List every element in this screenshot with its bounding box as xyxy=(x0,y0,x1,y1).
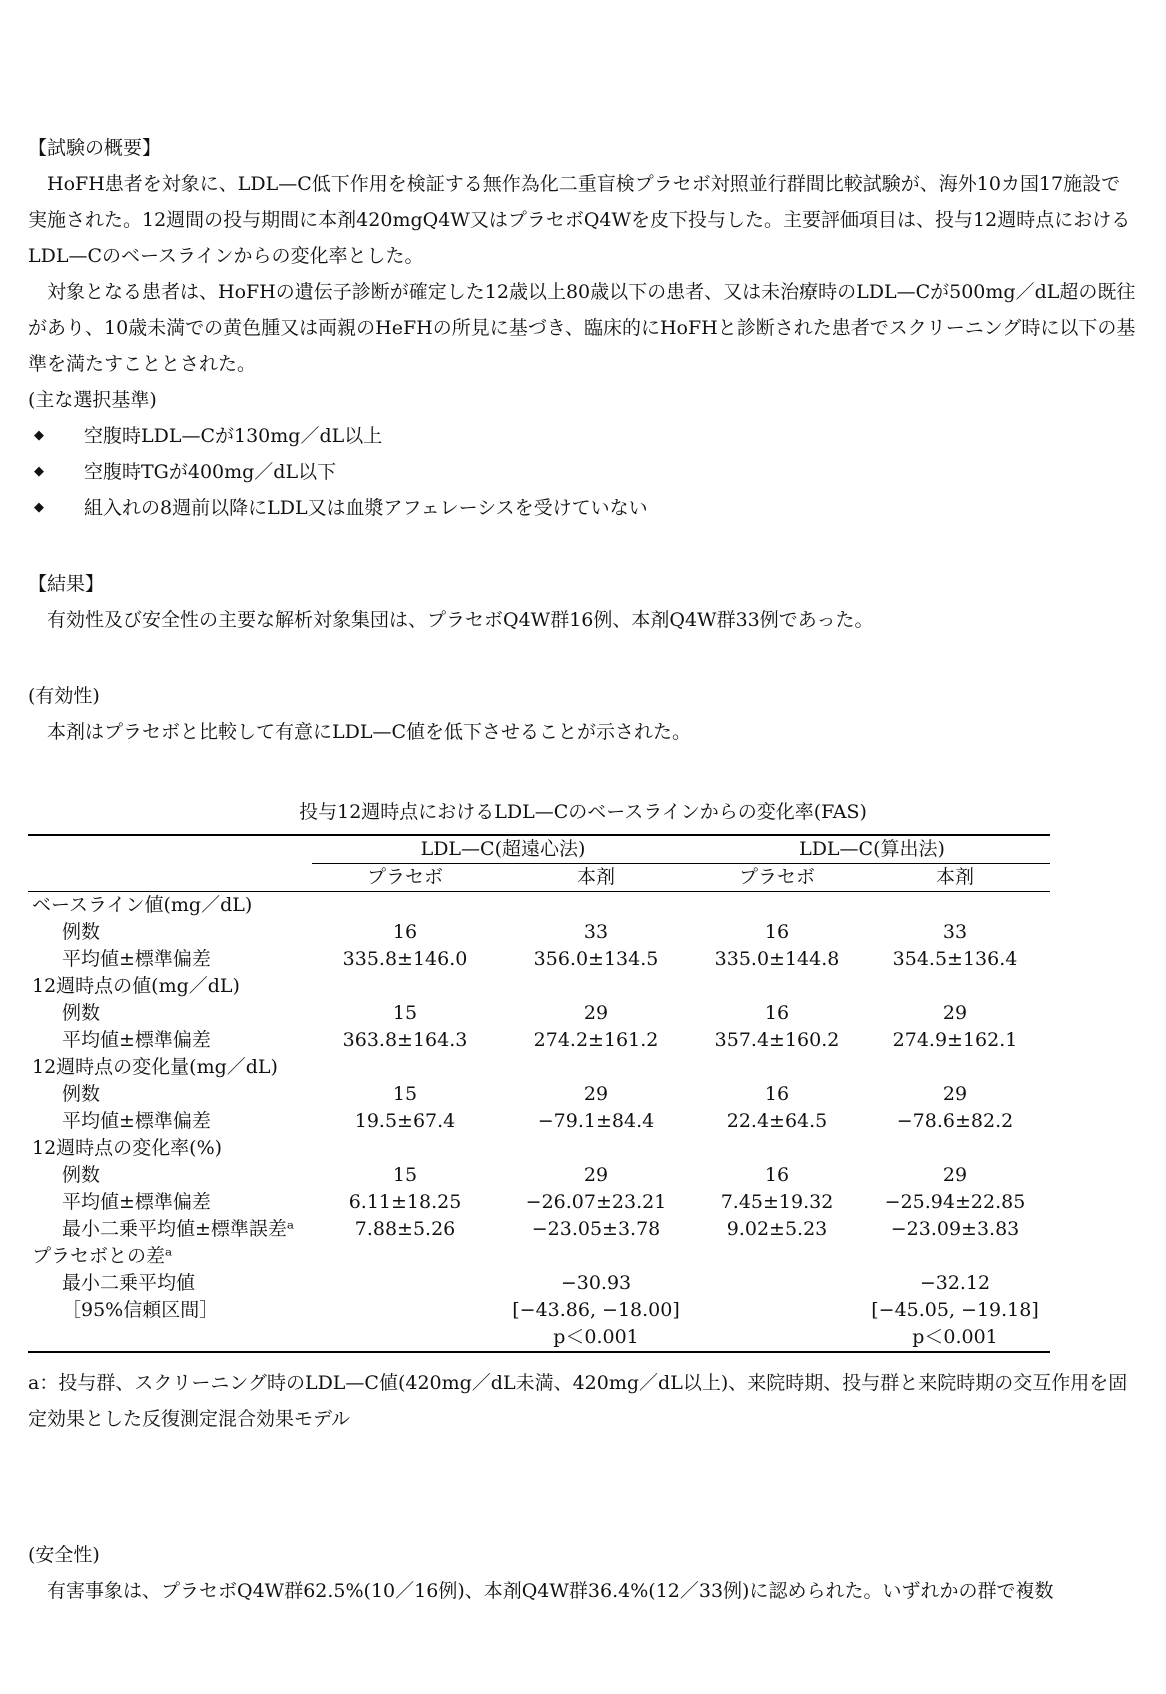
table-cell: 274.2±161.2 xyxy=(533,1029,659,1051)
criteria-list xyxy=(28,418,1138,526)
table-row xyxy=(28,919,1050,946)
table-cell: 335.0±144.8 xyxy=(714,948,840,970)
table-cell: 29 xyxy=(942,1164,968,1186)
efficacy-section-title: (有効性) xyxy=(28,685,100,707)
column-header-drug: 本剤 xyxy=(860,864,1050,892)
table-cell: 9.02±5.23 xyxy=(726,1218,828,1240)
column-group-calculated: LDL—C(算出法) xyxy=(694,835,1050,864)
table-cell: 16 xyxy=(392,921,418,943)
table-cell: 357.4±160.2 xyxy=(714,1029,840,1051)
table-row xyxy=(28,1135,1050,1162)
table-cell: 7.45±19.32 xyxy=(720,1191,834,1213)
safety-paragraph: 有害事象は、プラセボQ4W群62.5%(10／16例)、本剤Q4W群36.4%(12／33例)に認められた。いずれかの群で複数 xyxy=(28,1580,1054,1602)
table-cell: 29 xyxy=(583,1002,609,1024)
table-cell: 356.0±134.5 xyxy=(533,948,659,970)
table-row xyxy=(28,1054,1050,1081)
column-header-drug: 本剤 xyxy=(498,864,694,892)
table-row xyxy=(28,1108,1050,1135)
row-label: 平均値±標準偏差 xyxy=(62,1191,211,1213)
criteria-item-text: 空腹時LDL—Cが130mg／dL以上 xyxy=(84,425,383,447)
criteria-title: (主な選択基準) xyxy=(28,389,157,411)
table-cell: 354.5±136.4 xyxy=(892,948,1018,970)
table-cell xyxy=(312,1324,498,1352)
table-cell xyxy=(694,1054,860,1081)
table-cell xyxy=(694,1297,860,1324)
table-cell: −23.09±3.83 xyxy=(890,1218,1020,1240)
table-row xyxy=(28,892,1050,920)
table-row xyxy=(28,1189,1050,1216)
table-cell: −26.07±23.21 xyxy=(525,1191,667,1213)
table-cell: 363.8±164.3 xyxy=(342,1029,468,1051)
row-label: 最小二乗平均値 xyxy=(62,1272,196,1294)
table-cell xyxy=(498,1054,694,1081)
table-cell: p＜0.001 xyxy=(912,1326,998,1348)
row-label: ［95%信頼区間］ xyxy=(62,1299,219,1321)
list-item xyxy=(28,454,1138,490)
table-cell: 29 xyxy=(942,1002,968,1024)
table-cell xyxy=(498,892,694,920)
table-footnote: a：投与群、スクリーニング時のLDL—C値(420mg／dL未満、420mg／dL以上)、来院時期、投与群と来院時期の交互作用を固定効果とした反復測定混合効果モデル xyxy=(28,1372,1128,1430)
table-cell: p＜0.001 xyxy=(553,1326,639,1348)
table-row xyxy=(28,1081,1050,1108)
table-row xyxy=(28,1000,1050,1027)
row-label: 平均値±標準偏差 xyxy=(62,1110,211,1132)
row-label: 平均値±標準偏差 xyxy=(62,948,211,970)
column-header-placebo: プラセボ xyxy=(694,864,860,892)
table-row xyxy=(28,1324,1050,1352)
table-cell: 33 xyxy=(942,921,968,943)
empty-header-cell xyxy=(28,864,312,892)
overview-section-title: 【試験の概要】 xyxy=(28,137,162,159)
row-label: 12週時点の変化率(%) xyxy=(32,1137,223,1159)
table-cell: −79.1±84.4 xyxy=(537,1110,655,1132)
safety-section-title: (安全性) xyxy=(28,1544,100,1566)
list-item xyxy=(28,490,1138,526)
table-subheader-row xyxy=(28,864,1050,892)
column-group-ultracentrifugation: LDL—C(超遠心法) xyxy=(312,835,694,864)
row-label: 例数 xyxy=(62,921,101,943)
table-cell xyxy=(860,892,1050,920)
table-cell xyxy=(498,1135,694,1162)
row-label: 例数 xyxy=(62,1083,101,1105)
row-label xyxy=(28,1324,312,1352)
table-cell: −78.6±82.2 xyxy=(896,1110,1014,1132)
table-cell: 15 xyxy=(392,1002,418,1024)
table-group-header-row xyxy=(28,835,1050,864)
table-cell xyxy=(694,1243,860,1270)
table-row xyxy=(28,1297,1050,1324)
criteria-item-text: 空腹時TGが400mg／dL以下 xyxy=(84,461,337,483)
table-cell: [−43.86, −18.00] xyxy=(512,1299,680,1321)
table-cell: [−45.05, −19.18] xyxy=(871,1299,1039,1321)
row-label: ベースライン値(mg／dL) xyxy=(32,894,253,916)
row-label: 最小二乗平均値±標準誤差ᵃ xyxy=(62,1218,295,1240)
table-cell xyxy=(312,1243,498,1270)
table-cell xyxy=(312,973,498,1000)
table-cell xyxy=(694,1324,860,1352)
row-label: 12週時点の変化量(mg／dL) xyxy=(32,1056,278,1078)
table-cell xyxy=(312,892,498,920)
table-cell: 19.5±67.4 xyxy=(354,1110,456,1132)
table-cell xyxy=(498,973,694,1000)
overview-paragraph-1: HoFH患者を対象に、LDL—C低下作用を検証する無作為化二重盲検プラセボ対照並行群間比較試験が、海外10カ国17施設で実施された。12週間の投与期間に本剤420mgQ4W又はプラセボQ4Wを皮下投与した。主要評価項目は、投与12週時点におけるLDL—Cのベースラインからの変化率とした。 xyxy=(28,173,1131,267)
table-cell xyxy=(312,1270,498,1297)
table-cell: 6.11±18.25 xyxy=(348,1191,462,1213)
list-item xyxy=(28,418,1138,454)
table-cell: 29 xyxy=(583,1083,609,1105)
efficacy-paragraph: 本剤はプラセボと比較して有意にLDL—C値を低下させることが示された。 xyxy=(28,721,692,743)
table-cell: 274.9±162.1 xyxy=(892,1029,1018,1051)
row-label: 平均値±標準偏差 xyxy=(62,1029,211,1051)
table-cell xyxy=(694,1270,860,1297)
table-cell: −30.93 xyxy=(560,1272,632,1294)
table-cell: 16 xyxy=(764,1164,790,1186)
row-label: プラセボとの差ᵃ xyxy=(32,1245,173,1267)
table-row xyxy=(28,1027,1050,1054)
table-caption: 投与12週時点におけるLDL—Cのベースラインからの変化率(FAS) xyxy=(299,801,867,823)
table-cell: −32.12 xyxy=(919,1272,991,1294)
table-cell xyxy=(312,1135,498,1162)
overview-paragraph-2: 対象となる患者は、HoFHの遺伝子診断が確定した12歳以上80歳以下の患者、又は未治療時のLDL—Cが500mg／dL超の既往があり、10歳未満での黄色腫又は両親のHeFHの所見に基づき、臨床的にHoFHと診断された患者でスクリーニング時に以下の基準を満たすこととされた。 xyxy=(28,281,1136,375)
table-cell: 16 xyxy=(764,1083,790,1105)
table-cell: 29 xyxy=(942,1083,968,1105)
table-cell xyxy=(694,1135,860,1162)
table-row xyxy=(28,1243,1050,1270)
table-cell xyxy=(498,1243,694,1270)
table-cell xyxy=(860,1054,1050,1081)
table-cell: 29 xyxy=(583,1164,609,1186)
table-cell xyxy=(312,1297,498,1324)
table-cell: 22.4±64.5 xyxy=(726,1110,828,1132)
table-cell xyxy=(860,1135,1050,1162)
table-cell: −23.05±3.78 xyxy=(531,1218,661,1240)
table-cell xyxy=(694,892,860,920)
table-row xyxy=(28,1216,1050,1243)
table-cell xyxy=(694,973,860,1000)
results-section-title: 【結果】 xyxy=(28,573,105,595)
table-cell: −25.94±22.85 xyxy=(884,1191,1026,1213)
table-body xyxy=(28,892,1050,1353)
table-cell xyxy=(312,1054,498,1081)
column-header-placebo: プラセボ xyxy=(312,864,498,892)
table-cell: 7.88±5.26 xyxy=(354,1218,456,1240)
results-table xyxy=(28,834,1050,1353)
row-label: 例数 xyxy=(62,1164,101,1186)
table-row xyxy=(28,946,1050,973)
table-cell xyxy=(860,973,1050,1000)
results-paragraph: 有効性及び安全性の主要な解析対象集団は、プラセボQ4W群16例、本剤Q4W群33例であった。 xyxy=(28,609,874,631)
table-row xyxy=(28,1270,1050,1297)
criteria-item-text: 組入れの8週前以降にLDL又は血漿アフェレーシスを受けていない xyxy=(84,497,648,519)
row-label: 例数 xyxy=(62,1002,101,1024)
table-cell: 15 xyxy=(392,1083,418,1105)
table-cell: 15 xyxy=(392,1164,418,1186)
table-row xyxy=(28,1162,1050,1189)
table-cell: 335.8±146.0 xyxy=(342,948,468,970)
table-cell xyxy=(860,1243,1050,1270)
empty-header-cell xyxy=(28,835,312,864)
diamond-bullet-icon: ◆ xyxy=(34,500,44,515)
table-cell: 33 xyxy=(583,921,609,943)
table-row xyxy=(28,973,1050,1000)
table-cell: 16 xyxy=(764,1002,790,1024)
row-label: 12週時点の値(mg／dL) xyxy=(32,975,240,997)
table-cell: 16 xyxy=(764,921,790,943)
diamond-bullet-icon: ◆ xyxy=(34,428,44,443)
diamond-bullet-icon: ◆ xyxy=(34,464,44,479)
